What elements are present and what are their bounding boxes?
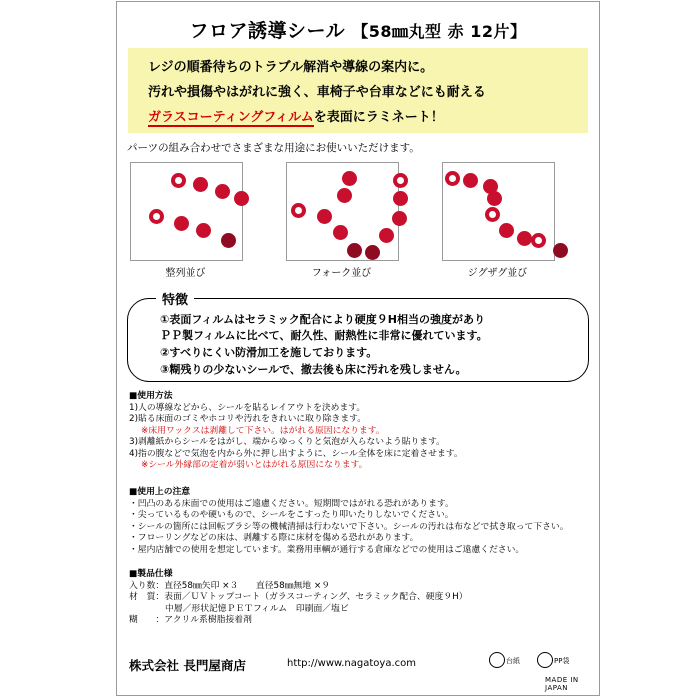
website-url: http://www.nagatoya.com — [287, 658, 416, 669]
feature-line: ＰＰ製フィルムに比べて、耐久性、耐熱性に非常に優れています。 — [160, 329, 488, 342]
usage-step: 1)人の導線などから、シールを貼るレイアウトを決めます。 — [129, 402, 366, 413]
features-heading: 特徴 — [156, 289, 194, 308]
round-sticker — [392, 211, 407, 226]
round-sticker — [379, 228, 394, 243]
photo-fork — [286, 162, 399, 261]
banner-line-1: レジの順番待ちのトラブル解消や導線の案内に。 — [148, 60, 434, 75]
usage-step: 2)貼る床面のゴミやホコリや汚れをきれいに取り除きます。 — [129, 414, 367, 424]
product-sheet — [116, 1, 600, 696]
caution-item: ・シールの箇所には回転ブラシ等の機械清掃は行わないで下さい。シールの汚れは布などで拭き取って下さい。 — [129, 521, 569, 532]
usage-step: 4)指の腹などで気泡を内から外に押し出すように、シール全体を床に定着させます。 — [129, 448, 463, 459]
arrow-sticker — [149, 209, 164, 224]
caution-item: ・屋内店舗での使用を想定しています。業務用車輌が通行する倉庫などでの使用はご遠慮ください。 — [129, 544, 525, 555]
round-sticker — [196, 223, 211, 238]
round-sticker — [365, 245, 380, 260]
title-main: フロア誘導シール — [189, 20, 346, 42]
round-sticker — [487, 191, 502, 206]
round-sticker — [393, 191, 408, 206]
paper-recycle-mark — [489, 650, 527, 670]
arrow-sticker — [445, 171, 460, 186]
page-title — [117, 16, 599, 43]
usage-section — [129, 391, 463, 472]
round-sticker — [553, 243, 568, 258]
round-sticker — [174, 216, 189, 231]
arrow-sticker — [531, 233, 546, 248]
caption-zigzag: ジグザグ並び — [467, 268, 528, 279]
caution-item: ・尖っているものや硬いもので、シールをこすったり叩いたりしないでください。 — [129, 510, 454, 520]
feature-line: ①表面フィルムはセラミック配合により硬度９H相当の強度があり — [160, 313, 485, 326]
cautions-section — [129, 487, 569, 556]
round-sticker — [517, 231, 532, 246]
round-sticker — [347, 243, 362, 258]
specs-heading: ■製品仕様 — [129, 569, 173, 579]
usage-heading: ■使用方法 — [129, 391, 173, 401]
caution-item: ・凹凸のある床面での使用はご遠慮ください。短期間ではがれる恐れがあります。 — [129, 498, 454, 509]
round-sticker — [317, 209, 332, 224]
spec-glue: 糊 ：アクリル系樹脂接着剤 — [129, 615, 252, 625]
glass-film-highlight: ガラスコーティングフィルム — [148, 110, 314, 125]
photo-zigzag — [442, 162, 555, 261]
spec-material: 材 質：表面／ＵＶトップコート（ガラスコーティング、セラミック配合、硬度９H） — [129, 592, 468, 602]
round-sticker — [215, 184, 230, 199]
caution-item: ・フローリングなどの床は、剥離する際に床材を傷める恐れがあります。 — [129, 533, 419, 543]
arrow-sticker — [485, 207, 500, 222]
round-sticker — [234, 191, 249, 206]
spec-material-2: 中層／形状記憶ＰＥＴフィルム 印刷面／塩ビ — [165, 603, 349, 614]
round-sticker — [342, 171, 357, 186]
arrow-sticker — [291, 203, 306, 218]
feature-line: ③糊残りの少ないシールで、撤去後も床に汚れを残しません。 — [160, 363, 467, 376]
round-sticker — [193, 177, 208, 192]
photo-aligned — [130, 162, 243, 261]
round-sticker — [333, 225, 348, 240]
mark-label: PP袋 — [554, 657, 570, 665]
round-sticker — [463, 173, 478, 188]
round-sticker — [337, 188, 352, 203]
title-spec: 【58㎜丸型 赤 12片】 — [352, 22, 527, 41]
banner-line-3-rest: を表面にラミネート！ — [313, 110, 444, 125]
specs-section — [129, 569, 468, 627]
made-in-japan: MADE IN JAPAN — [545, 676, 579, 692]
features-box — [127, 293, 589, 382]
highlight-banner — [128, 48, 588, 133]
arrow-sticker — [393, 173, 408, 188]
arrow-sticker — [171, 173, 186, 188]
feature-line: ②すべりにくい防滑加工を施しております。 — [160, 346, 378, 359]
banner-line-2: 汚れや損傷やはがれに強く、車椅子や台車などにも耐える — [148, 85, 486, 100]
recycle-icon — [489, 652, 505, 668]
banner-line-3 — [148, 106, 444, 125]
caption-aligned: 整列並び — [165, 268, 206, 279]
usage-note: ※シール外縁部の定着が弱いとはがれる原因になります。 — [141, 460, 368, 470]
usage-note: ※床用ワックスは剥離して下さい。はがれる原因になります。 — [141, 425, 385, 436]
plastic-recycle-mark — [537, 650, 575, 670]
usage-step: 3)剥離紙からシールをはがし、端からゆっくりと気泡が入らないよう貼ります。 — [129, 437, 445, 447]
caption-fork: フォーク並び — [311, 268, 372, 279]
mark-label: 台紙 — [506, 657, 520, 665]
spec-quantity: 入り数：直径58㎜矢印 ×３ 直径58㎜無地 ×９ — [129, 580, 331, 591]
company-name: 株式会社 長門屋商店 — [129, 658, 246, 673]
cautions-heading: ■使用上の注意 — [129, 487, 191, 497]
round-sticker — [499, 223, 514, 238]
recycle-icon — [537, 652, 553, 668]
intro-text: パーツの組み合わせでさまざまな用途にお使いいただけます。 — [127, 142, 420, 154]
round-sticker — [221, 233, 236, 248]
